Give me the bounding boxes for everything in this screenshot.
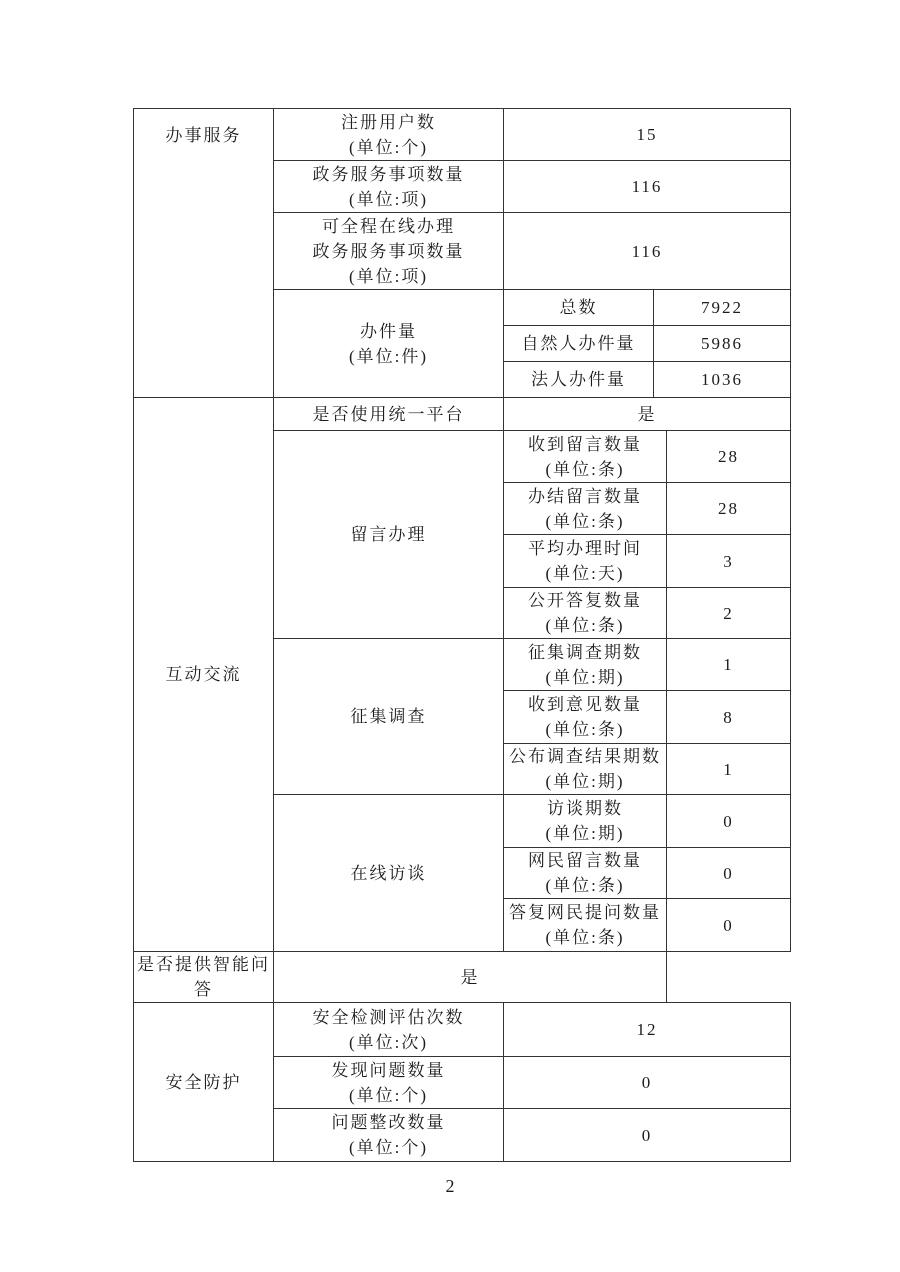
value-cell-smart-qa: 是	[274, 952, 667, 1003]
value-cell-service-items: 116	[504, 161, 791, 213]
group-cell-interaction	[134, 398, 274, 952]
subvalue-cell-netizen-messages: 0	[667, 848, 791, 899]
row-label: 注册用户数	[341, 112, 436, 132]
subrow-unit: (单位:条)	[545, 928, 625, 947]
sublabel-cell-questions-answered	[504, 899, 667, 952]
value-cell-assessments: 12	[504, 1003, 791, 1057]
table-row	[134, 952, 791, 1003]
label-cell-unified-platform: 是否使用统一平台	[274, 398, 504, 431]
group-label-security: 安全防护	[165, 1072, 242, 1092]
row-unit: (单位:个)	[348, 137, 429, 157]
value-cell-registered-users: 15	[504, 109, 791, 161]
sublabel-cell-public-replies	[504, 588, 667, 639]
sublabel-cell-natural-person: 自然人办件量	[504, 326, 654, 362]
subvalue-cell-total: 7922	[654, 290, 791, 326]
row-label: 政务服务事项数量	[312, 164, 465, 184]
group-label-service: 办事服务	[165, 126, 242, 145]
subvalue-cell-survey-periods: 1	[667, 639, 791, 691]
value-cell-unified-platform: 是	[504, 398, 791, 431]
value-cell-problems-rectified: 0	[504, 1109, 791, 1162]
subrow-unit: (单位:天)	[545, 564, 625, 583]
row-unit: (单位:项)	[348, 266, 429, 286]
subrow-label: 公开答复数量	[528, 591, 642, 610]
subvalue-cell-messages-completed: 28	[667, 483, 791, 535]
subrow-label: 征集调查期数	[528, 642, 642, 662]
label-cell-assessments	[274, 1003, 504, 1057]
subrow-label: 访谈期数	[547, 799, 623, 818]
label-cell-problems-rectified	[274, 1109, 504, 1162]
row-unit: (单位:个)	[348, 1138, 429, 1157]
label-cell-service-items	[274, 161, 504, 213]
subrow-unit: (单位:条)	[545, 720, 625, 739]
label-cell-smart-qa: 是否提供智能问答	[134, 952, 274, 1003]
subvalue-cell-messages-received: 28	[667, 431, 791, 483]
label-cell-message-handling: 留言办理	[274, 431, 504, 639]
subvalue-cell-public-replies: 2	[667, 588, 791, 639]
row-unit: (单位:件)	[348, 346, 429, 366]
group-cell-security	[134, 1003, 274, 1162]
subvalue-cell-interview-periods: 0	[667, 795, 791, 848]
label-cell-full-online-items	[274, 213, 504, 290]
row-unit: (单位:次)	[348, 1032, 429, 1052]
subrow-label: 网民留言数量	[528, 851, 642, 870]
subrow-unit: (单位:条)	[545, 876, 625, 895]
label-cell-survey: 征集调查	[274, 639, 504, 795]
sublabel-cell-total: 总数	[504, 290, 654, 326]
sublabel-cell-legal-person: 法人办件量	[504, 362, 654, 398]
subrow-label: 平均办理时间	[528, 539, 642, 558]
label-cell-online-interview: 在线访谈	[274, 795, 504, 952]
sublabel-cell-opinions-received	[504, 691, 667, 744]
subrow-label: 办结留言数量	[528, 486, 642, 506]
subvalue-cell-questions-answered: 0	[667, 899, 791, 952]
sublabel-cell-avg-days	[504, 535, 667, 588]
subvalue-cell-natural-person: 5986	[654, 326, 791, 362]
group-label-interaction: 互动交流	[165, 665, 242, 684]
subrow-label: 收到意见数量	[528, 695, 642, 714]
label-cell-problems-found	[274, 1057, 504, 1109]
subrow-unit: (单位:条)	[545, 459, 625, 479]
table-row	[134, 1003, 791, 1057]
group-cell-service	[134, 109, 274, 398]
sublabel-cell-survey-periods	[504, 639, 667, 691]
subrow-unit: (单位:条)	[545, 511, 625, 531]
sublabel-cell-messages-received	[504, 431, 667, 483]
row-label-line1: 可全程在线办理	[322, 216, 455, 236]
row-label: 办件量	[360, 321, 417, 341]
subrow-label: 收到留言数量	[528, 434, 642, 454]
subrow-label: 公布调查结果期数	[509, 747, 661, 766]
subvalue-cell-avg-days: 3	[667, 535, 791, 588]
table-row	[134, 109, 791, 161]
value-cell-problems-found: 0	[504, 1057, 791, 1109]
annual-report-table	[133, 108, 791, 1162]
value-cell-full-online-items: 116	[504, 213, 791, 290]
row-label: 安全检测评估次数	[312, 1007, 465, 1027]
sublabel-cell-results-published	[504, 744, 667, 795]
subvalue-cell-opinions-received: 8	[667, 691, 791, 744]
sublabel-cell-interview-periods	[504, 795, 667, 848]
row-unit: (单位:个)	[348, 1085, 429, 1105]
subvalue-cell-legal-person: 1036	[654, 362, 791, 398]
subrow-unit: (单位:条)	[545, 616, 625, 635]
row-label: 问题整改数量	[331, 1113, 446, 1132]
row-label: 发现问题数量	[331, 1060, 446, 1080]
row-label-line2: 政务服务事项数量	[312, 241, 465, 261]
label-cell-registered-users	[274, 109, 504, 161]
subvalue-cell-results-published: 1	[667, 744, 791, 795]
subrow-unit: (单位:期)	[545, 824, 625, 843]
subrow-label: 答复网民提问数量	[509, 903, 661, 922]
row-unit: (单位:项)	[348, 189, 429, 209]
sublabel-cell-netizen-messages	[504, 848, 667, 899]
table-row	[134, 398, 791, 431]
subrow-unit: (单位:期)	[545, 772, 625, 791]
subrow-unit: (单位:期)	[545, 667, 625, 687]
page-number: 2	[445, 1176, 455, 1196]
sublabel-cell-messages-completed	[504, 483, 667, 535]
label-cell-case-volume	[274, 290, 504, 398]
